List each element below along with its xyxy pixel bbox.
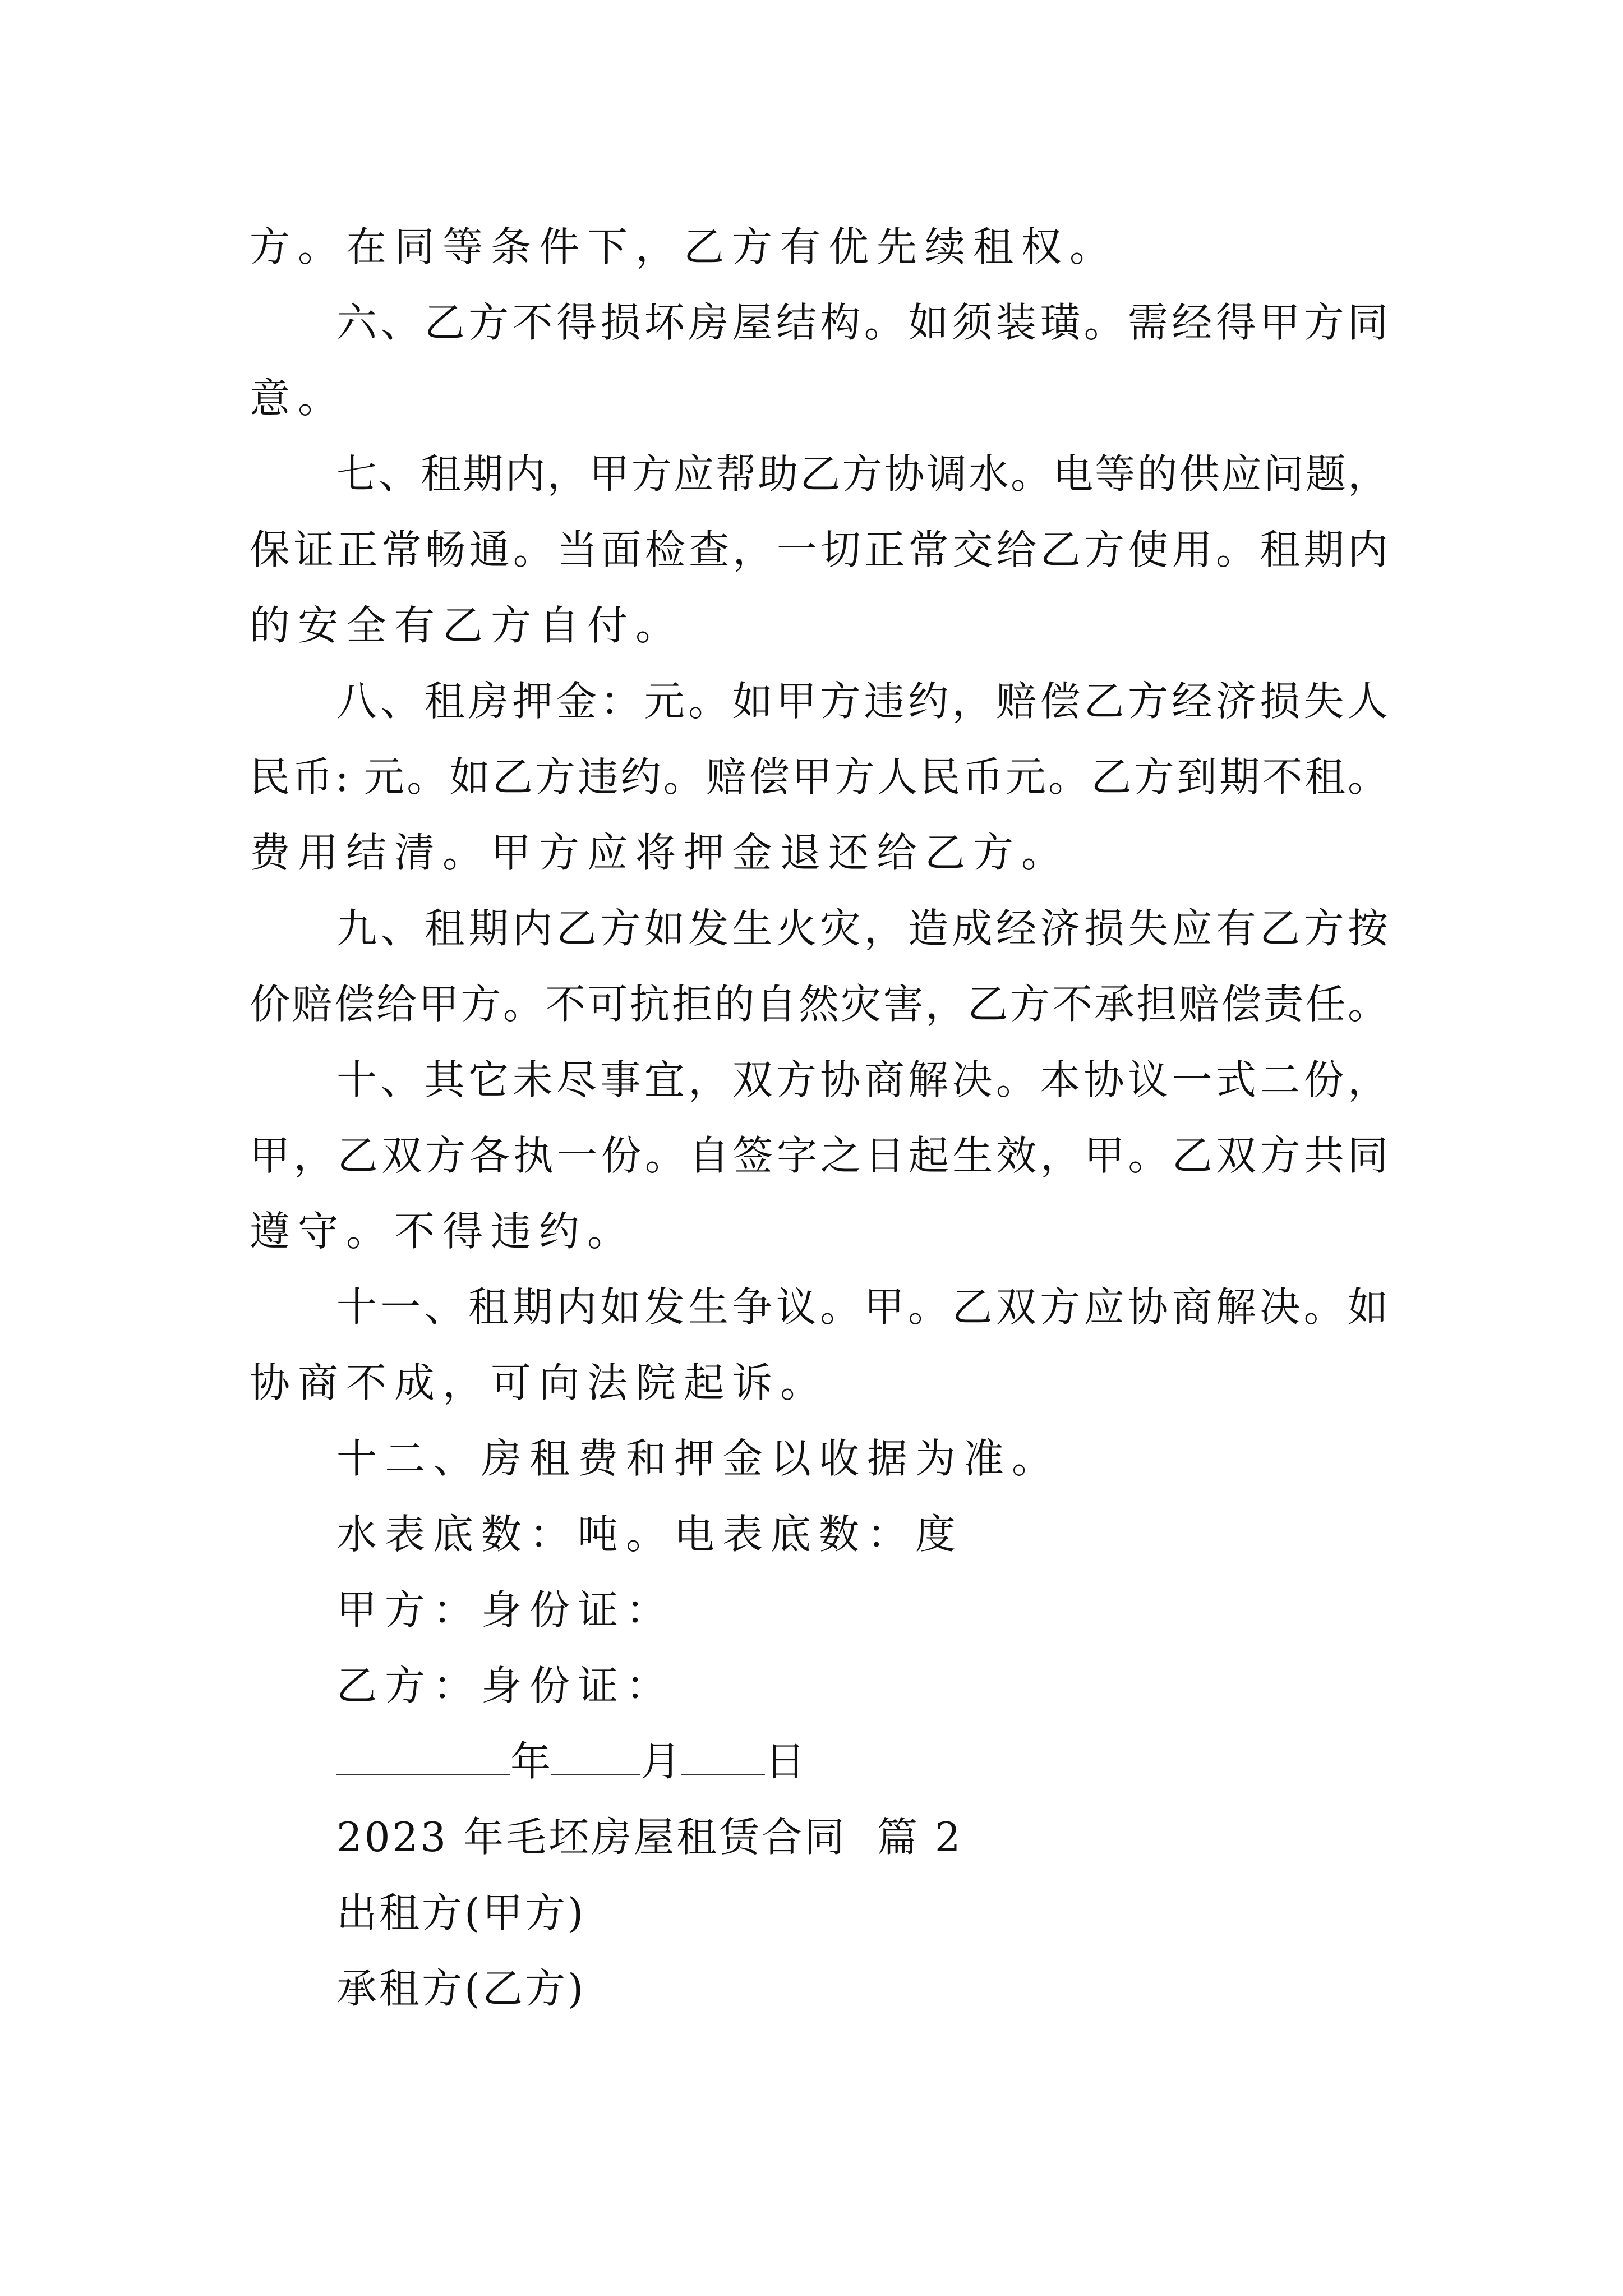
paragraph-line: 意。	[250, 375, 347, 422]
year-label: 年	[510, 1738, 551, 1785]
paragraph-line: 保证正常畅通。当面检查，一切正常交给乙方使用。租期内	[250, 526, 1388, 573]
paragraph-line: 八、租房押金：元。如甲方违约，赔偿乙方经济损失人	[336, 678, 1388, 725]
paragraph-line: 费用结清。甲方应将押金退还给乙方。	[250, 829, 1070, 876]
paragraph-line: 十、其它未尽事宜，双方协商解决。本协议一式二份，	[336, 1056, 1388, 1103]
lessee-label: 承租方(乙方)	[336, 1965, 586, 2012]
paragraph-line: 十一、租期内如发生争议。甲。乙双方应协商解决。如	[336, 1283, 1388, 1331]
day-label: 日	[765, 1738, 806, 1785]
year-blank	[336, 1734, 510, 1775]
month-label: 月	[640, 1738, 681, 1785]
date-line	[336, 1733, 805, 1789]
party-a-id-line: 甲方：身份证：	[336, 1586, 675, 1634]
paragraph-line: 遵守。不得违约。	[250, 1208, 636, 1255]
paragraph-line: 民币: 元。如乙方违约。赔偿甲方人民币元。乙方到期不租。	[250, 753, 1388, 800]
paragraph-line: 七、租期内，甲方应帮助乙方协调水。电等的供应问题，	[336, 450, 1388, 498]
paragraph-line: 方。在同等条件下，乙方有优先续租权。	[250, 223, 1118, 270]
paragraph-line: 的安全有乙方自付。	[250, 602, 684, 649]
paragraph-line: 价赔偿给甲方。不可抗拒的自然灾害，乙方不承担赔偿责任。	[250, 981, 1388, 1028]
party-b-id-line: 乙方：身份证：	[336, 1662, 675, 1709]
paragraph-line: 甲，乙双方各执一份。自签字之日起生效，甲。乙双方共同	[250, 1132, 1388, 1179]
lessor-label: 出租方(甲方)	[336, 1889, 586, 1936]
paragraph-line: 十二、房租费和押金以收据为准。	[336, 1435, 1061, 1482]
paragraph-line: 九、租期内乙方如发生火灾，造成经济损失应有乙方按	[336, 905, 1388, 952]
day-blank	[681, 1734, 765, 1775]
paragraph-line: 六、乙方不得损坏房屋结构。如须装璜。需经得甲方同	[336, 299, 1388, 346]
month-blank	[551, 1734, 640, 1775]
paragraph-line: 协商不成，可向法院起诉。	[250, 1359, 829, 1406]
section-title: 2023 年毛坯房屋租赁合同 篇 2	[336, 1814, 963, 1861]
meter-readings-line: 水表底数：吨。电表底数：度	[336, 1511, 964, 1558]
